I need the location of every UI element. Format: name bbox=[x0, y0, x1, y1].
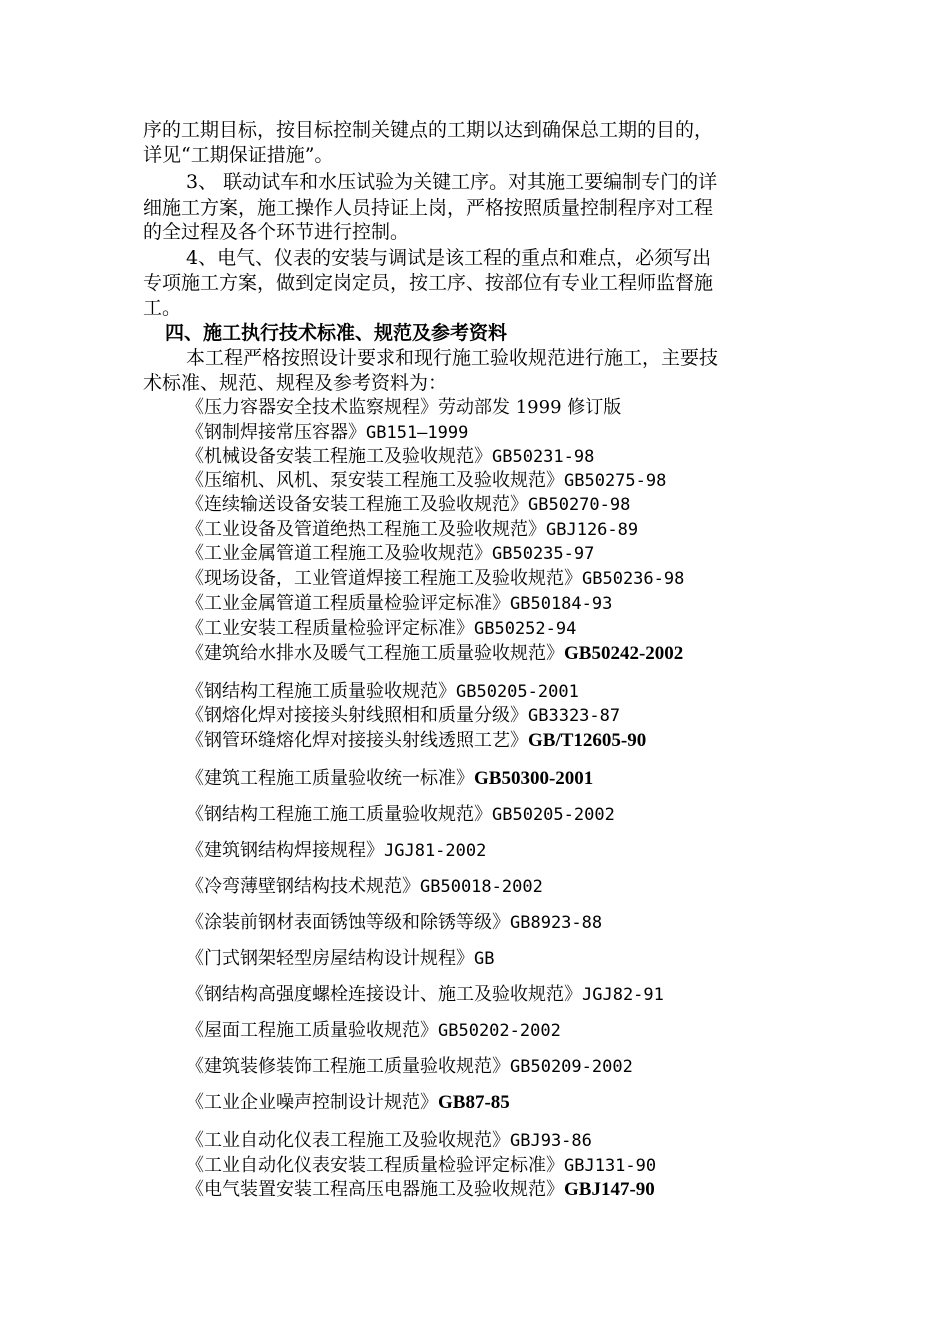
reference-code: GBJ126-89 bbox=[546, 520, 639, 540]
reference-title: 《工业金属管道工程质量检验评定标准》 bbox=[186, 593, 510, 614]
reference-code: GB50018-2002 bbox=[420, 877, 543, 897]
reference-item bbox=[186, 1091, 510, 1115]
reference-item bbox=[186, 642, 683, 666]
reference-item bbox=[186, 592, 612, 616]
reference-code: GB50242-2002 bbox=[564, 643, 684, 664]
paragraph-line: 本工程严格按照设计要求和现行施工验收规范进行施工，主要技 bbox=[186, 347, 719, 369]
reference-item bbox=[186, 1154, 656, 1178]
reference-title: 《钢管环缝熔化焊对接接头射线透照工艺》 bbox=[186, 730, 528, 751]
reference-title: 《屋面工程施工质量验收规范》 bbox=[186, 1020, 438, 1041]
reference-title: 《钢结构工程施工施工质量验收规范》 bbox=[186, 804, 492, 825]
reference-code: GB50202-2002 bbox=[438, 1021, 561, 1041]
reference-title: 《工业金属管道工程施工及验收规范》 bbox=[186, 543, 492, 564]
reference-title: 《钢结构高强度螺栓连接设计、施工及验收规范》 bbox=[186, 984, 582, 1005]
reference-code: GB50275-98 bbox=[564, 471, 667, 491]
paragraph-line: 工。 bbox=[143, 297, 182, 319]
reference-item bbox=[186, 617, 576, 641]
reference-item bbox=[186, 803, 615, 827]
reference-item bbox=[186, 680, 579, 704]
reference-code: GB3323-87 bbox=[528, 706, 621, 726]
reference-code: GB50270-98 bbox=[528, 495, 631, 515]
reference-code: GB8923-88 bbox=[510, 913, 603, 933]
reference-code: JGJ82-91 bbox=[582, 985, 664, 1005]
reference-item bbox=[186, 839, 486, 863]
paragraph-line: 详见“工期保证措施”。 bbox=[143, 144, 334, 166]
reference-item bbox=[186, 1019, 561, 1043]
reference-code: GB50236-98 bbox=[582, 569, 685, 589]
reference-title: 《压力容器安全技术监察规程》劳动部发 bbox=[186, 397, 510, 418]
reference-code: GB bbox=[474, 949, 495, 969]
reference-title: 《钢制焊接常压容器》 bbox=[186, 422, 366, 443]
reference-code: GB50235-97 bbox=[492, 544, 595, 564]
reference-title: 《冷弯薄壁钢结构技术规范》 bbox=[186, 876, 420, 897]
reference-item bbox=[186, 875, 543, 899]
reference-code: GBJ93-86 bbox=[510, 1131, 592, 1151]
reference-code: GB87-85 bbox=[438, 1092, 510, 1113]
reference-title: 《涂装前钢材表面锈蚀等级和除锈等级》 bbox=[186, 912, 510, 933]
reference-title: 《工业自动化仪表工程施工及验收规范》 bbox=[186, 1130, 510, 1151]
reference-item bbox=[186, 911, 602, 935]
reference-title: 《钢结构工程施工质量验收规范》 bbox=[186, 681, 456, 702]
reference-code: GB/T12605-90 bbox=[528, 730, 647, 751]
paragraph-line: 的全过程及各个环节进行控制。 bbox=[143, 221, 410, 243]
reference-code: GB50252-94 bbox=[474, 619, 577, 639]
reference-item bbox=[186, 947, 494, 971]
reference-code: GB50205-2001 bbox=[456, 682, 579, 702]
reference-code: GB50231-98 bbox=[492, 447, 595, 467]
reference-title: 《工业企业噪声控制设计规范》 bbox=[186, 1092, 438, 1113]
paragraph-line: 序的工期目标，按目标控制关键点的工期以达到确保总工期的目的， bbox=[143, 119, 714, 141]
paragraph-line: 术标准、规范、规程及参考资料为： bbox=[143, 372, 448, 394]
reference-item bbox=[186, 1178, 655, 1202]
reference-item bbox=[186, 1055, 633, 1079]
reference-title: 《机械设备安装工程施工及验收规范》 bbox=[186, 446, 492, 467]
reference-title: 《建筑钢结构焊接规程》 bbox=[186, 840, 384, 861]
reference-code: GB50209-2002 bbox=[510, 1057, 633, 1077]
reference-code: JGJ81-2002 bbox=[384, 841, 487, 861]
paragraph-line: 细施工方案，施工操作人员持证上岗，严格按照质量控制程序对工程 bbox=[143, 197, 714, 219]
reference-item bbox=[186, 445, 594, 469]
reference-title: 《钢熔化焊对接接头射线照相和质量分级》 bbox=[186, 705, 528, 726]
paragraph-line: 4、电气、仪表的安装与调试是该工程的重点和难点，必须写出 bbox=[186, 247, 712, 269]
paragraph-line: 3、 联动试车和水压试验为关键工序。对其施工要编制专门的详 bbox=[186, 171, 718, 193]
paragraph-line: 专项施工方案，做到定岗定员，按工序、按部位有专业工程师监督施 bbox=[143, 272, 714, 294]
reference-code: GBJ131-90 bbox=[564, 1156, 657, 1176]
reference-title: 《建筑工程施工质量验收统一标准》 bbox=[186, 768, 474, 789]
reference-title: 《工业设备及管道绝热工程施工及验收规范》 bbox=[186, 519, 546, 540]
reference-item bbox=[186, 396, 621, 420]
reference-title: 《工业自动化仪表安装工程质量检验评定标准》 bbox=[186, 1155, 564, 1176]
reference-code: GB151—1999 bbox=[366, 423, 469, 443]
reference-code: GB50184-93 bbox=[510, 594, 613, 614]
reference-code: 1999 修订版 bbox=[510, 397, 622, 418]
reference-title: 《建筑装修装饰工程施工质量验收规范》 bbox=[186, 1056, 510, 1077]
reference-title: 《压缩机、风机、泵安装工程施工及验收规范》 bbox=[186, 470, 564, 491]
reference-item bbox=[186, 493, 630, 517]
reference-title: 《现场设备，工业管道焊接工程施工及验收规范》 bbox=[186, 568, 582, 589]
reference-item bbox=[186, 518, 638, 542]
reference-title: 《连续输送设备安装工程施工及验收规范》 bbox=[186, 494, 528, 515]
reference-item bbox=[186, 729, 646, 753]
reference-item bbox=[186, 767, 593, 791]
section-heading: 四、施工执行技术标准、规范及参考资料 bbox=[165, 322, 508, 344]
reference-item bbox=[186, 542, 594, 566]
reference-item bbox=[186, 469, 666, 493]
reference-item bbox=[186, 1129, 592, 1153]
reference-title: 《电气装置安装工程高压电器施工及验收规范》 bbox=[186, 1179, 564, 1200]
reference-code: GB50300-2001 bbox=[474, 768, 594, 789]
reference-item bbox=[186, 567, 684, 591]
reference-code: GB50205-2002 bbox=[492, 805, 615, 825]
reference-item bbox=[186, 704, 620, 728]
reference-title: 《建筑给水排水及暖气工程施工质量验收规范》 bbox=[186, 643, 564, 664]
reference-title: 《工业安装工程质量检验评定标准》 bbox=[186, 618, 474, 639]
reference-code: GBJ147-90 bbox=[564, 1179, 655, 1200]
reference-title: 《门式钢架轻型房屋结构设计规程》 bbox=[186, 948, 474, 969]
reference-item bbox=[186, 983, 664, 1007]
reference-item bbox=[186, 421, 468, 445]
